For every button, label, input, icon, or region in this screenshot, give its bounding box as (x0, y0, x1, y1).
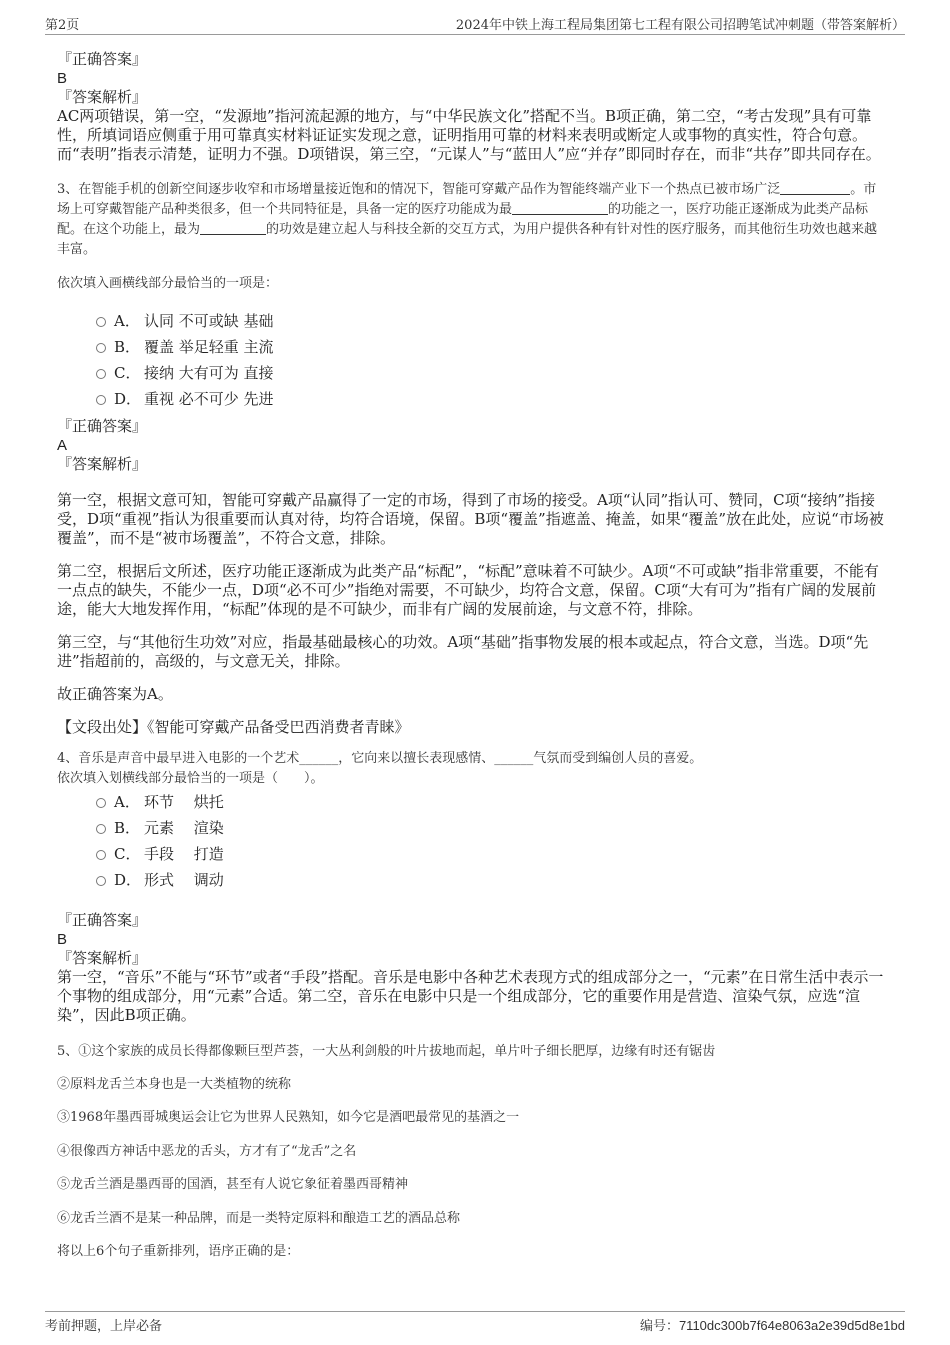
radio-icon[interactable] (96, 824, 106, 834)
option-text: 接纳 大有可为 直接 (144, 364, 274, 382)
analysis-paragraph: 第一空，根据文意可知，智能可穿戴产品赢得了一定的市场，得到了市场的接受。A项“认同”指认可、赞同，C项“接纳”指接受，D项“重视”指认为很重要而认真对待，均符合语境，保留。B项“覆盖”指遮盖、掩盖，如果“覆盖”放在此处，应说“市场被覆盖”，而不是“被市场覆盖”，不符合文意，排除。 (57, 491, 884, 547)
q4-answer-block (57, 911, 884, 1025)
option-key: C． (114, 364, 141, 382)
document-code (640, 1315, 905, 1334)
code-value: 7110dc300b7f64e8063a2e39d5d8e1bd (678, 1318, 905, 1333)
q4-stem: 4、音乐是声音中最早进入电影的一个艺术______，它向来以擅长表现感情、______气氛而受到编创人员的喜爱。 (57, 751, 703, 766)
q3-option-a[interactable] (96, 311, 274, 331)
radio-icon[interactable] (96, 850, 106, 860)
fill-blank (780, 180, 850, 195)
answer-heading: 『正确答案』 (57, 417, 148, 435)
option-key: A． (114, 312, 140, 330)
q3-prompt: 依次填入画横线部分最恰当的一项是： (57, 276, 279, 291)
radio-icon[interactable] (96, 369, 106, 379)
q5-sentence-6: ⑥龙舌兰酒不是某一种品牌，而是一类特定原料和酿造工艺的酒品总称 (57, 1211, 461, 1226)
q5-sentence-3: ③1968年墨西哥城奥运会让它为世界人民熟知，如今它是酒吧最常见的基酒之一 (57, 1110, 520, 1125)
radio-icon[interactable] (96, 343, 106, 353)
q3-stem-part: 的功能之一，医疗功能正逐渐成为此类产品标配。在这个功能上，最为 (57, 202, 869, 237)
answer-value: B (57, 931, 68, 948)
analysis-heading: 『答案解析』 (57, 949, 148, 967)
analysis-text: AC两项错误，第一空，“发源地”指河流起源的地方，与“中华民族文化”搭配不当。B项正确，第二空，“考古发现”具有可靠性，所填词语应侧重于用可靠真实材料证证实发现之意，证明指用可靠的材料来表明或断定人或事物的真实性，符合句意。而“表明”指表示清楚，证明力不强。D项错误，第三空，“元谋人”与“蓝田人”应“并存”即同时存在，而非“共存”即共同存在。 (57, 107, 881, 163)
footer-slogan: 考前押题，上岸必备 (45, 1319, 163, 1334)
q5-sentence-5: ⑤龙舌兰酒是墨西哥的国酒，甚至有人说它象征着墨西哥精神 (57, 1177, 409, 1192)
q3-option-b[interactable] (96, 337, 274, 357)
option-key: A． (114, 793, 140, 811)
option-text: 认同 不可或缺 基础 (144, 312, 274, 330)
option-text: 覆盖 举足轻重 主流 (144, 338, 274, 356)
q5-sentence-2: ②原料龙舌兰本身也是一大类植物的统称 (57, 1077, 292, 1092)
radio-icon[interactable] (96, 395, 106, 405)
page-number: 第2页 (45, 18, 80, 33)
option-text: 形式 调动 (144, 871, 224, 889)
option-text: 重视 必不可少 先进 (144, 390, 274, 408)
option-text: 元素 渲染 (144, 819, 224, 837)
answer-heading: 『正确答案』 (57, 911, 148, 929)
fill-blank (512, 200, 608, 215)
source-citation: 【文段出处】《智能可穿戴产品备受巴西消费者青睐》 (57, 718, 410, 736)
q5-sentence-4: ④很像西方神话中恶龙的舌头，方才有了“龙舌”之名 (57, 1144, 357, 1159)
option-key: C． (114, 845, 141, 863)
q3-answer-block (57, 417, 884, 474)
q5-prompt: 将以上6个句子重新排列，语序正确的是： (57, 1244, 300, 1259)
analysis-paragraph: 第三空，与“其他衍生功效”对应，指最基础最核心的功效。A项“基础”指事物发展的根本或起点，符合文意，当选。D项“先进”指超前的，高级的，与文意无关，排除。 (57, 633, 869, 670)
q3-stem (57, 180, 884, 260)
document-title: 2024年中铁上海工程局集团第七工程有限公司招聘笔试冲刺题（带答案解析） (455, 18, 905, 33)
answer-value: B (57, 70, 68, 87)
answer-heading: 『正确答案』 (57, 50, 148, 68)
code-label: 编号： (639, 1319, 679, 1334)
option-key: B． (114, 338, 141, 356)
radio-icon[interactable] (96, 798, 106, 808)
q3-stem-part: 的功效是建立起人与科技全新的交互方式，为用户提供各种有针对性的医疗服务，而其他衍生功效也越来越丰富。 (57, 222, 878, 257)
option-key: B． (114, 819, 141, 837)
q3-option-c[interactable] (96, 363, 274, 383)
page-header (45, 12, 905, 35)
analysis-text: 第一空，“音乐”不能与“环节”或者“手段”搭配。音乐是电影中各种艺术表现方式的组成部分之一，“元素”在日常生活中表示一个事物的组成部分，用“元素”合适。第二空，音乐在电影中只是一个组成部分，它的重要作用是营造、渲染气氛，应选“渲染”，因此B项正确。 (57, 968, 884, 1024)
q2-answer-block (57, 50, 884, 164)
page-footer (45, 1311, 905, 1334)
q3-analysis (57, 491, 884, 747)
radio-icon[interactable] (96, 317, 106, 327)
analysis-heading: 『答案解析』 (57, 455, 148, 473)
q4-option-b[interactable] (96, 818, 224, 838)
q4-option-d[interactable] (96, 870, 224, 890)
q3-option-d[interactable] (96, 389, 274, 409)
q4-option-a[interactable] (96, 792, 224, 812)
q4-option-c[interactable] (96, 844, 224, 864)
conclusion: 故正确答案为A。 (57, 685, 173, 703)
option-key: D． (114, 871, 142, 889)
q4-prompt: 依次填入划横线部分最恰当的一项是（ ）。 (57, 771, 324, 786)
fill-blank (200, 220, 266, 235)
q3-stem-part: 3、在智能手机的创新空间逐步收窄和市场增量接近饱和的情况下，智能可穿戴产品作为智能终端产业下一个热点已被市场广泛 (57, 182, 781, 197)
option-text: 环节 烘托 (144, 793, 224, 811)
radio-icon[interactable] (96, 876, 106, 886)
option-text: 手段 打造 (144, 845, 224, 863)
option-key: D． (114, 390, 142, 408)
answer-value: A (57, 437, 68, 454)
q5-sentence-1: 5、①这个家族的成员长得都像颗巨型芦荟，一大丛利剑般的叶片拔地而起，单片叶子细长肥厚，边缘有时还有锯齿 (57, 1044, 716, 1059)
analysis-paragraph: 第二空，根据后文所述，医疗功能正逐渐成为此类产品“标配”，“标配”意味着不可缺少。A项“不可或缺”指非常重要，不能有一点点的缺失，不能少一点，D项“必不可少”指绝对需要，不可缺少，均符合文意，保留。C项“大有可为”指有广阔的发展前途，能大大地发挥作用，“标配”体现的是不可缺少，而非有广阔的发展前途，与文意不符，排除。 (57, 562, 879, 618)
q3-stem-part: 。市场上可穿戴智能产品种类很多，但一个共同特征是，具备一定的医疗功能成为最 (57, 182, 877, 217)
analysis-heading: 『答案解析』 (57, 88, 148, 106)
